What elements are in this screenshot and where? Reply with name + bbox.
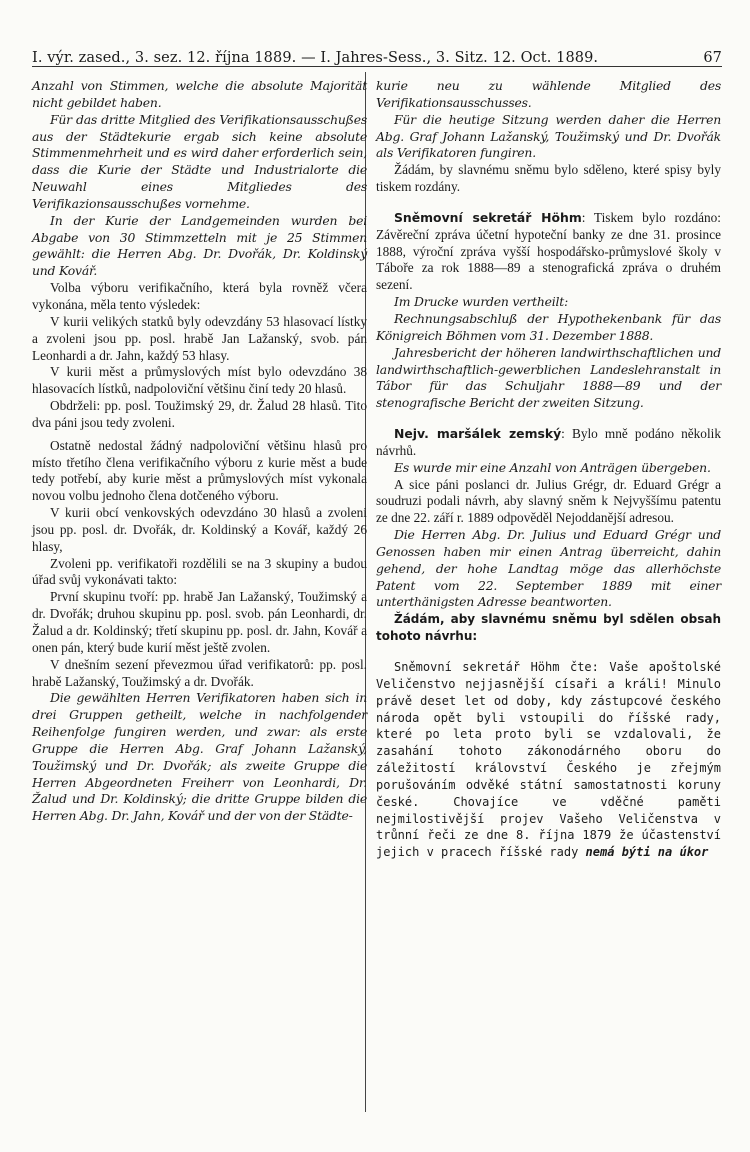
speech-text: : Tiskem bylo rozdáno: Závěreční zpráva účetní hypoteční banky ze dne 31. prosince 1888, výroční zpráva vyšší hospodářsko-průmyslové školy v Táboře za rok 1888—89 a stenografická zpráva o druhém sezení. (376, 209, 721, 293)
page-number: 67 (703, 50, 722, 66)
paragraph: Für die heutige Sitzung werden daher die Herren Abg. Graf Johann Lažanský, Toužimský und Dr. Dvořák als Verifikatoren fungiren. (376, 111, 721, 161)
left-column (32, 78, 367, 825)
header-title: I. výr. zased., 3. sez. 12. října 1889. — I. Jahres-Sess., 3. Sitz. 12. Oct. 1889. (32, 50, 599, 66)
speech-text: Vaše apoštolské Veličenstvo nejjasnější císaři a králi! Minulo právě deset let od doby, kdy zástupcové českého národa opět byli vstoupili do říšské rady, které po leta proto byli se vzdalovali, že zasahání tohoto zákonodárného oboru do záležitostí království Českého je zřejmým porušováním odvěké státní samostatnosti koruny české. Chovajíce ve vděčné paměti nejmilostivější projev Vašeho Veličenstva v trůnní řeči ze dne 8. října 1879 že účastenství jejich v pracech říšské rady (376, 660, 721, 860)
paragraph (376, 659, 721, 861)
paragraph: Rechnungsabschluß der Hypothekenbank für das Königreich Böhmen vom 31. Dezember 1888. (376, 310, 721, 343)
running-header (32, 40, 722, 67)
speaker-name: Nejv. maršálek zemský (394, 426, 562, 442)
paragraph: Für das dritte Mitglied des Verifikationsausschußes aus der Städtekurie ergab sich keine absolute Stimmenmehrheit und es wird daher erforderlich sein, dass die Kurie der Städte und Industrialorte die Neuwahl eines Mitgliedes des Verifikazionsausschußes vornehme. (32, 111, 367, 211)
paragraph (376, 426, 721, 460)
paragraph: V kurii obcí venkovských odevzdáno 30 hlasů a zvoleni jsou pp. posl. dr. Dvořák, dr. Koldinský a Kovář, každý 26 hlasy, (32, 505, 367, 554)
paragraph: Ostatně nedostal žádný nadpoloviční většinu hlasů pro místo třetího člena verifikačního výboru z kurie měst a bude tedy potřebí, aby kurie měst a průmyslových míst vykonala novou volbu jednoho člena dotčeného výboru. (32, 437, 367, 504)
paragraph: Obdrželi: pp. posl. Toužimský 29, dr. Žalud 28 hlasů. Tito dva páni jsou tedy zvoleni. (32, 398, 367, 430)
paragraph: Jahresbericht der höheren landwirthschaftlichen und landwirthschaftlich-gewerblichen Landeslehranstalt in Tábor für das Schuljahr 1888—89 und der stenografische Bericht der zweiten Sitzung. (376, 344, 721, 411)
right-column (376, 78, 721, 861)
paragraph: Žádám, aby slavnému sněmu byl sdělen obsah tohoto návrhu: (376, 612, 721, 644)
paragraph: In der Kurie der Landgemeinden wurden bei Abgabe von 30 Stimmzetteln mit je 25 Stimmen gewählt: die Herren Abg. Dr. Dvořák, Dr. Koldinský und Kovář. (32, 212, 367, 279)
paragraph: Žádám, by slavnému sněmu bylo sděleno, které spisy byly tiskem rozdány. (376, 162, 721, 195)
speech-text-emphasis: nemá býti na úkor (578, 845, 709, 860)
paragraph: Volba výboru verifikačního, která byla rovněž včera vykonána, měla tento výsledek: (32, 280, 367, 312)
paragraph: kurie neu zu wählende Mitglied des Verifikationsausschusses. (376, 78, 721, 110)
paragraph: Die Herren Abg. Dr. Julius und Eduard Grégr und Genossen haben mir einen Antrag überreicht, dahin gehend, der hohe Landtag möge das allerhöchste Patent vom 22. September 1889 mit einer unterthänigsten Adresse beantworten. (376, 527, 721, 610)
paragraph: V dnešním sezení převezmou úřad verifikatorů: pp. posl. hrabě Lažanský, Toužimský a dr. Dvořák. (32, 656, 367, 689)
speaker-name: Sněmovní sekretář Höhm (394, 209, 582, 225)
speaker-name: Sněmovní sekretář Höhm čte: (394, 660, 599, 674)
paragraph: Anzahl von Stimmen, welche die absolute Majorität nicht gebildet haben. (32, 78, 367, 110)
paragraph: A sice páni poslanci dr. Julius Grégr, dr. Eduard Grégr a soudruzi podali návrh, aby slavný sněm k Nejvyššímu patentu ze dne 22. září r. 1889 odpověděl Nejoddanější adresou. (376, 476, 721, 526)
paragraph: V kurii měst a průmyslových míst bylo odevzdáno 38 hlasovacích lístků, nadpoloviční většinu činí tedy 20 hlasů. (32, 364, 367, 397)
paragraph: Es wurde mir eine Anzahl von Anträgen übergeben. (394, 459, 711, 475)
paragraph: Im Drucke wurden vertheilt: (394, 294, 569, 310)
paragraph: V kurii velikých statků byly odevzdány 53 hlasovací lístky a zvoleni jsou pp. posl. hrabě Jan Lažanský, svob. pán Leonhardi a dr. Jahn, každý 53 hlasy. (32, 313, 367, 363)
paragraph (376, 210, 721, 294)
speech-text: : Bylo mně podáno několik návrhů. (376, 426, 721, 458)
paragraph: Zvoleni pp. verifikatoři rozdělili se na 3 skupiny a budou úřad svůj vykonávati takto: (32, 555, 367, 588)
paragraph: První skupinu tvoří: pp. hrabě Jan Lažanský, Toužimský a dr. Dvořák; druhou skupinu pp. posl. svob. pán Leonhardi, dr. Žalud a dr. Koldinský; třetí skupinu pp. posl. dr. Jahn, Kovář a onen pán, který bude kurií měst ještě zvolen. (32, 589, 367, 655)
paragraph: Die gewählten Herren Verifikatoren haben sich in drei Gruppen getheilt, welche in nachfolgender Reihenfolge fungiren werden, und zwar: als erste Gruppe die Herren Abg. Graf Johann Lažanský, Toužimský und Dr. Dvořák; als zweite Gruppe die Herren Abgeordneten Freiherr von Leonhardi, Dr. Žalud und Dr. Koldinský; die dritte Gruppe bilden die Herren Abg. Dr. Jahn, Kovář und der von der Städte- (32, 690, 367, 824)
